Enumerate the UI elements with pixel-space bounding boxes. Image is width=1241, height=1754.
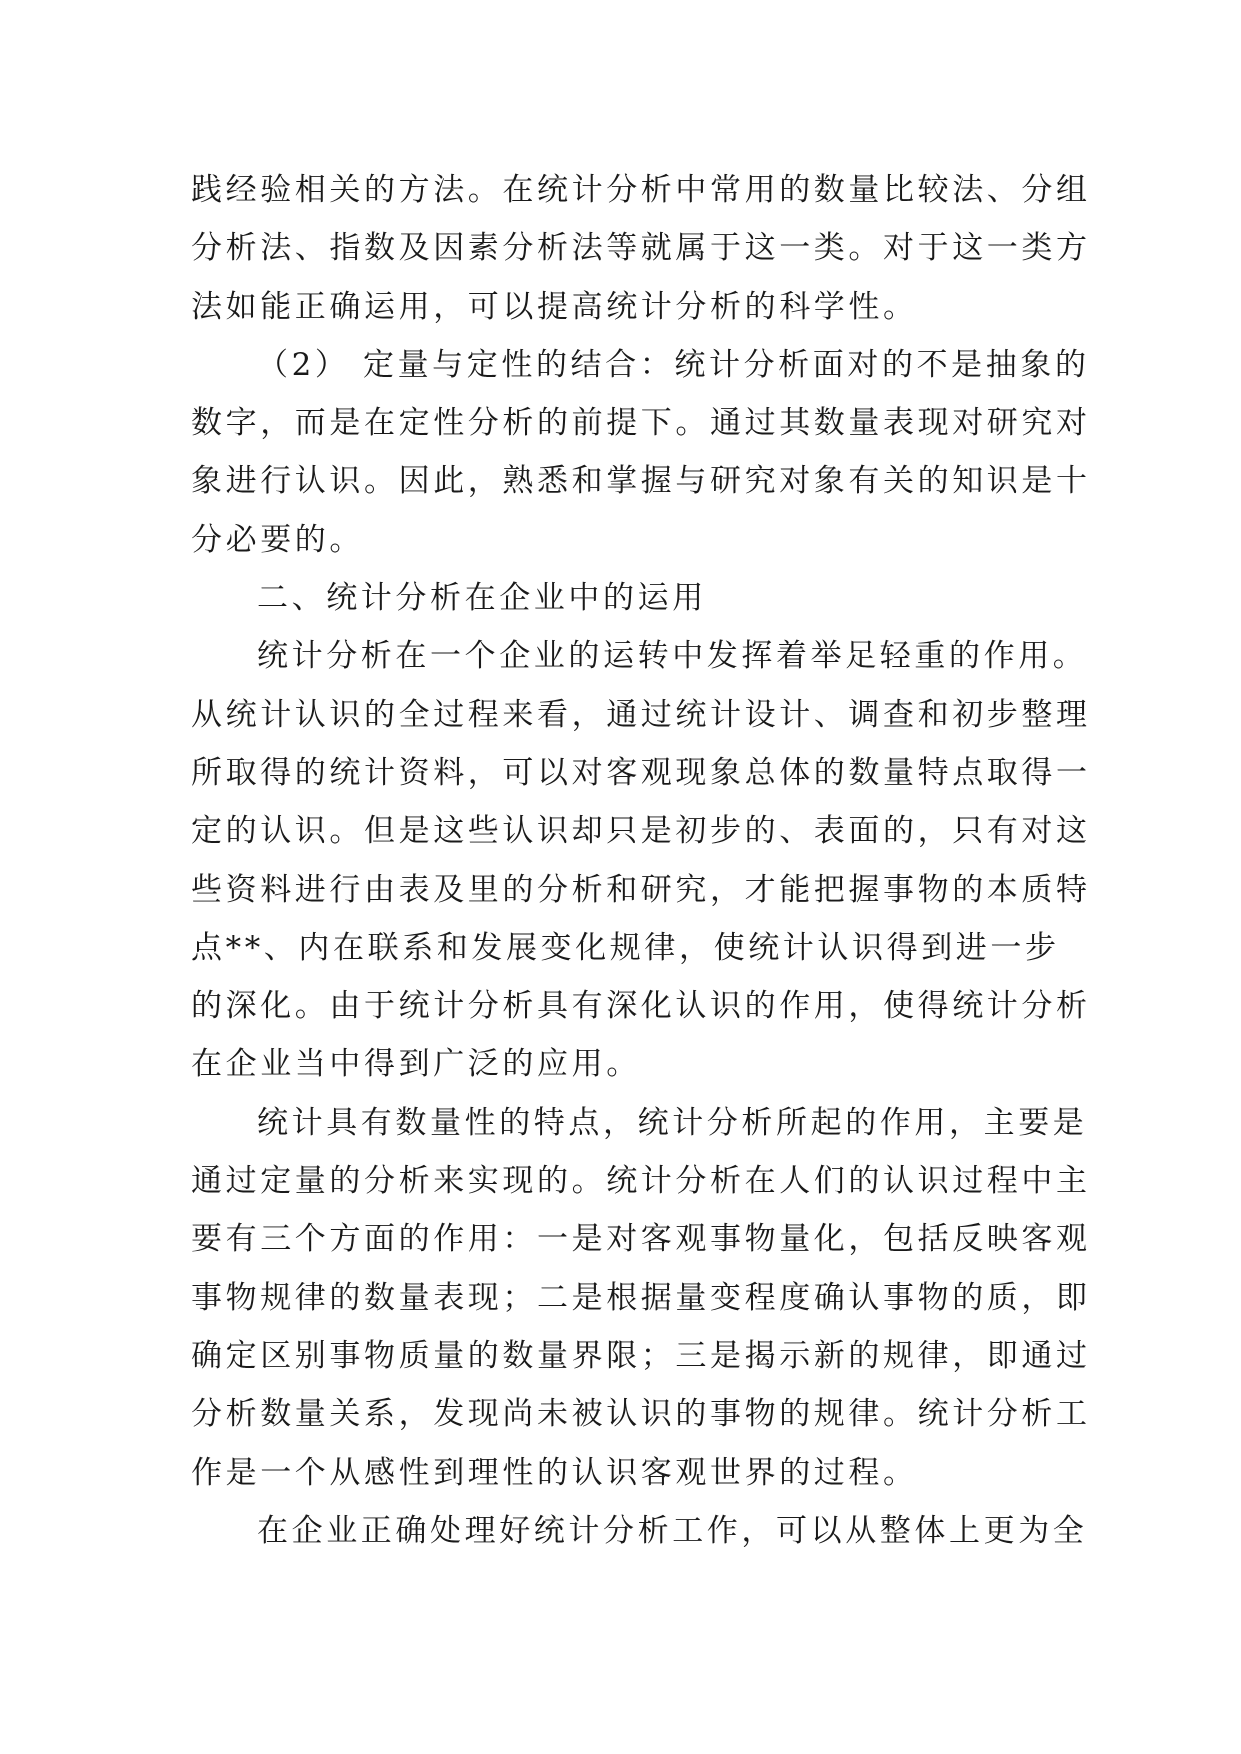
text-line: 确定区别事物质量的数量界限；三是揭示新的规律，即通过 (191, 1337, 1091, 1374)
text-line: 分析数量关系，发现尚未被认识的事物的规律。统计分析工 (191, 1396, 1091, 1433)
text-line: 践经验相关的方法。在统计分析中常用的数量比较法、分组 (191, 172, 1091, 208)
text-line: 点**、内在联系和发展变化规律，使统计认识得到进一步 (191, 929, 1060, 966)
text-line: 从统计认识的全过程来看，通过统计设计、调查和初步整理 (191, 696, 1091, 733)
text-line: （2） 定量与定性的结合：统计分析面对的不是抽象的 (257, 346, 1090, 383)
text-line: 在企业当中得到广泛的应用。 (191, 1046, 641, 1083)
text-line: 要有三个方面的作用：一是对客观事物量化，包括反映客观 (191, 1221, 1091, 1258)
text-line: 法如能正确运用，可以提高统计分析的科学性。 (191, 288, 918, 325)
text-line: 象进行认识。因此，熟悉和掌握与研究对象有关的知识是十 (191, 463, 1091, 500)
text-line: 分析法、指数及因素分析法等就属于这一类。对于这一类方 (191, 230, 1091, 267)
text-line: 在企业正确处理好统计分析工作，可以从整体上更为全 (257, 1512, 1088, 1549)
text-line: 通过定量的分析来实现的。统计分析在人们的认识过程中主 (191, 1163, 1091, 1200)
text-line: 的深化。由于统计分析具有深化认识的作用，使得统计分析 (191, 988, 1091, 1025)
text-line: 统计分析在一个企业的运转中发挥着举足轻重的作用。 (257, 638, 1088, 675)
text-line: 分必要的。 (191, 521, 364, 558)
text-line: 统计具有数量性的特点，统计分析所起的作用，主要是 (257, 1104, 1088, 1141)
text-line: 所取得的统计资料，可以对客观现象总体的数量特点取得一 (191, 754, 1091, 791)
text-line: 定的认识。但是这些认识却只是初步的、表面的，只有对这 (191, 813, 1091, 850)
text-line: 数字，而是在定性分析的前提下。通过其数量表现对研究对 (191, 405, 1091, 442)
text-line: 作是一个从感性到理性的认识客观世界的过程。 (191, 1454, 918, 1491)
document-body (191, 161, 1091, 1560)
text-line: 事物规律的数量表现；二是根据量变程度确认事物的质，即 (191, 1279, 1091, 1316)
text-line: 些资料进行由表及里的分析和研究，才能把握事物的本质特 (191, 871, 1091, 908)
section-heading: 二、统计分析在企业中的运用 (257, 580, 707, 617)
